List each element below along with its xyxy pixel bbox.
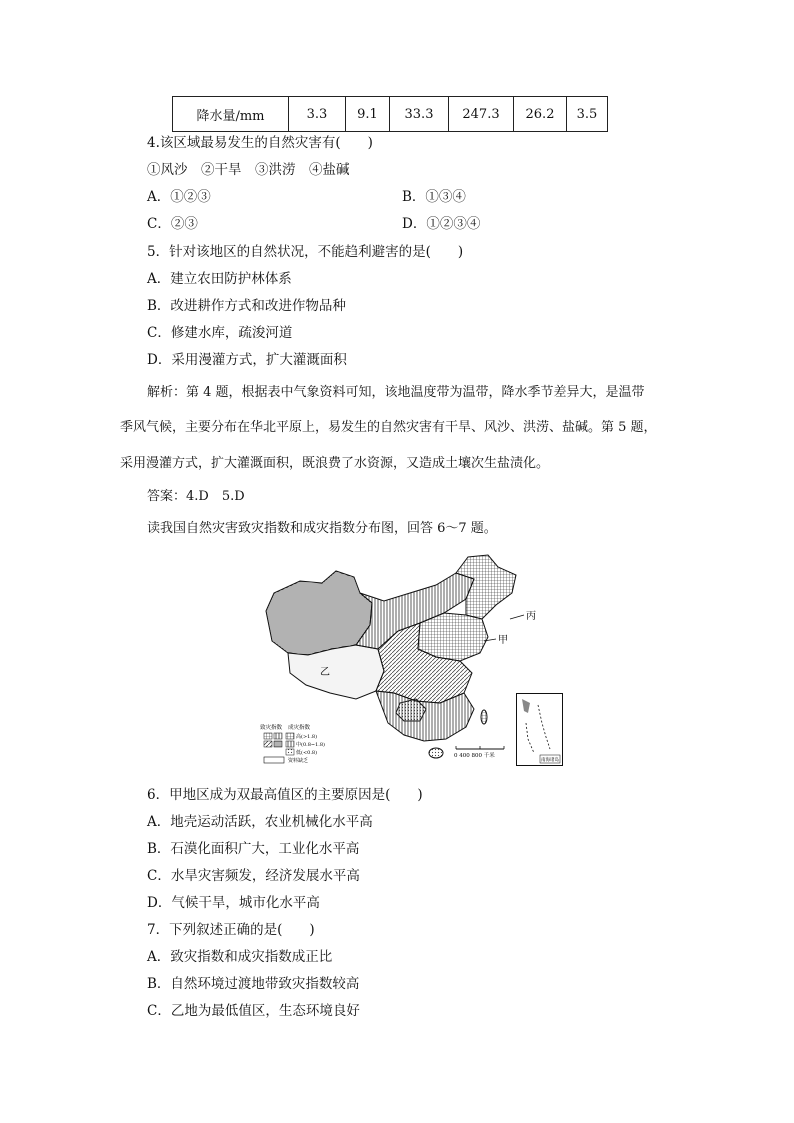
question-4-option-d: D．①②③④: [402, 216, 481, 232]
legend-low: 低(<0.8): [296, 750, 318, 756]
map-label-bing: 丙: [526, 611, 536, 622]
question-4-option-c: C．②③: [147, 216, 198, 232]
inset-label: 南海诸岛: [541, 758, 559, 763]
map-label-jia: 甲: [498, 635, 508, 646]
table-row: [173, 97, 608, 132]
question-7-option-a: A．致灾指数和成灾指数成正比: [147, 949, 333, 965]
legend-mid: 中(0.8~1.8): [296, 742, 325, 748]
question-7-option-b: B．自然环境过渡地带致灾指数较高: [147, 976, 360, 992]
legend-header-2: 成灾指数: [288, 725, 311, 731]
question-6-option-c: C．水旱灾害频发，经济发展水平高: [147, 868, 360, 884]
map-label-yi: 乙: [320, 667, 330, 678]
question-5-option-d: D．采用漫灌方式，扩大灌溉面积: [147, 352, 347, 368]
legend-missing: 资料缺乏: [288, 758, 309, 764]
analysis-line-3: 采用漫灌方式，扩大灌溉面积，既浪费了水资源，又造成土壤次生盐渍化。: [120, 456, 550, 471]
question-4-option-b: B．①③④: [402, 189, 466, 205]
question-7-stem: 7．下列叙述正确的是( ): [147, 922, 315, 938]
question-6-option-a: A．地壳运动活跃，农业机械化水平高: [147, 814, 373, 830]
table-cell: 33.3: [390, 97, 449, 132]
table-cell: 9.1: [346, 97, 390, 132]
question-4-stem: 4.该区域最易发生的自然灾害有( ): [147, 135, 373, 151]
map-taiwan: [481, 710, 487, 724]
map-legend: [260, 723, 325, 764]
question-6-stem: 6．甲地区成为双最高值区的主要原因是( ): [147, 787, 423, 803]
question-6-option-d: D．气候干旱，城市化水平高: [147, 895, 320, 911]
intro-line: 读我国自然灾害致灾指数和成灾指数分布图，回答 6～7 题。: [147, 521, 497, 536]
map-hainan: [429, 748, 443, 758]
question-4-items: ①风沙 ②干旱 ③洪涝 ④盐碱: [147, 162, 350, 178]
table-cell: 247.3: [449, 97, 514, 132]
legend-high: 高(>1.8): [296, 734, 318, 740]
analysis-line-1: 解析：第 4 题，根据表中气象资料可知，该地温度带为温带，降水季节差异大，是温带: [147, 385, 645, 400]
precipitation-table: [172, 96, 608, 132]
table-row-label: 降水量/mm: [173, 97, 289, 132]
map-scale-bar: [454, 746, 504, 759]
table-cell: 3.3: [289, 97, 346, 132]
map-region-northwest: [266, 571, 372, 655]
south-china-sea-inset: [516, 693, 563, 766]
analysis-line-2: 季风气候，主要分布在华北平原上，易发生的自然灾害有干旱、风沙、洪涝、盐碱。第 5 题，: [120, 420, 657, 435]
answer-line: 答案：4.D 5.D: [147, 489, 245, 504]
question-5-option-b: B．改进耕作方式和改进作物品种: [147, 298, 346, 314]
question-6-option-b: B．石漠化面积广大，工业化水平高: [147, 841, 360, 857]
question-4-option-a: A．①②③: [147, 189, 211, 205]
map-scale-label: 0 400 800 千米: [454, 753, 495, 759]
question-5-option-a: A．建立农田防护林体系: [147, 271, 292, 287]
table-cell: 26.2: [514, 97, 567, 132]
china-disaster-index-map: [260, 553, 560, 768]
question-5-stem: 5．针对该地区的自然状况，不能趋利避害的是( ): [147, 244, 464, 260]
legend-header-1: 致灾指数: [260, 725, 283, 731]
table-cell: 3.5: [567, 97, 608, 132]
question-5-option-c: C．修建水库，疏浚河道: [147, 325, 293, 341]
question-7-option-c: C．乙地为最低值区，生态环境良好: [147, 1003, 360, 1019]
